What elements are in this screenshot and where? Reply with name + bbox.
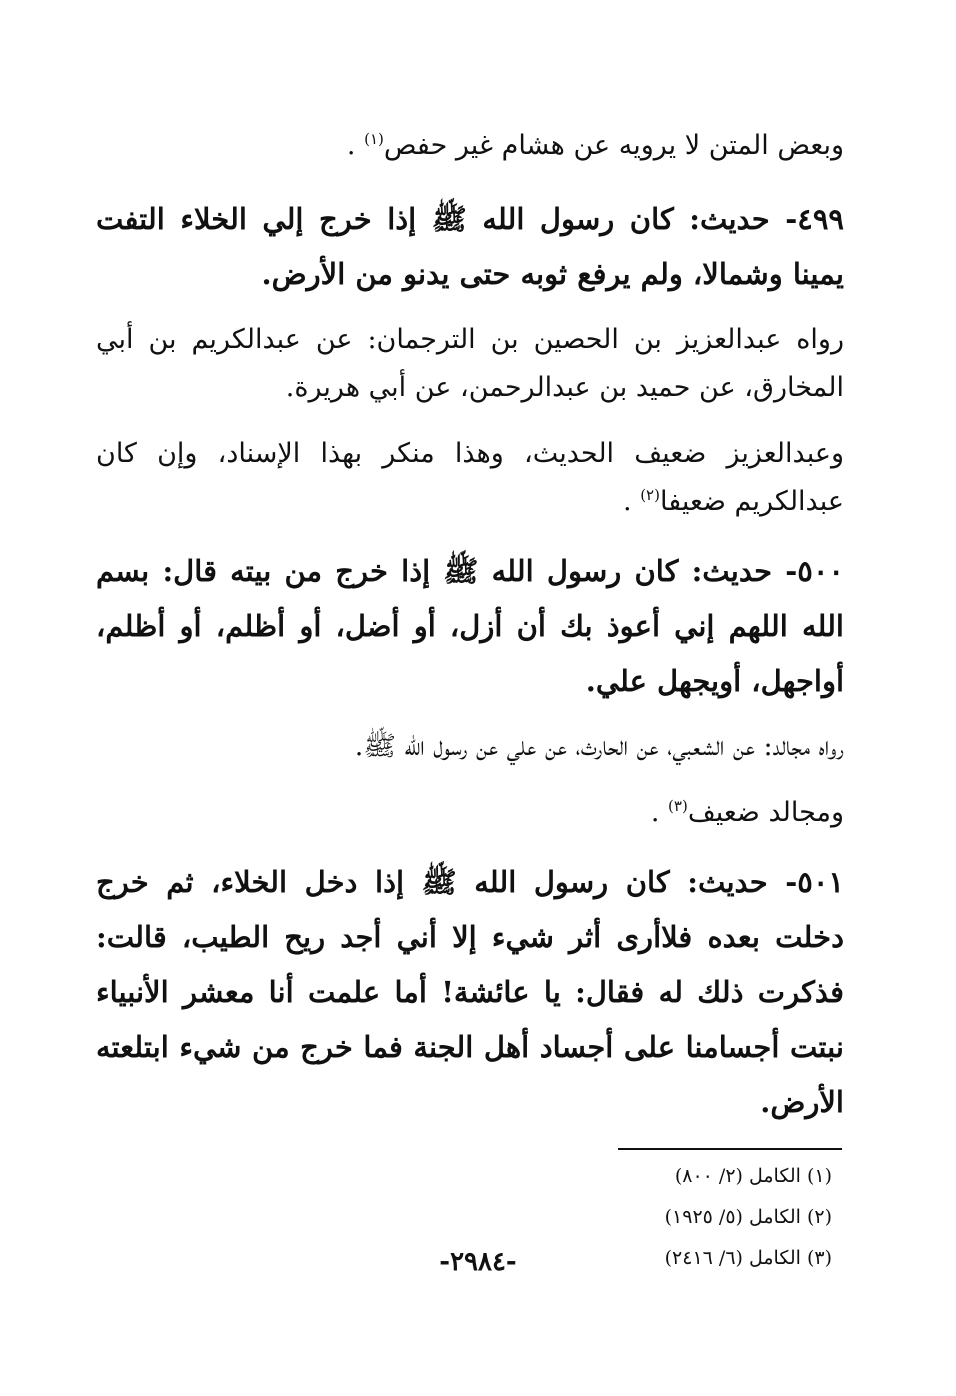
footnote-1: (١) الكامل (٢/ ٨٠٠) <box>674 1165 832 1187</box>
footnote-ref: (٢) <box>640 486 660 504</box>
narration-499: رواه عبدالعزيز بن الحصين بن الترجمان: عن عبدالكريم بن أبي المخارق، عن حميد بن عبدالرحمن، عن أبي هريرة. <box>96 324 844 403</box>
narration-500: رواه مجالد: عن الشعبي، عن الحارث، عن علي عن رسول الله ﷺ. <box>354 731 844 762</box>
footnote-3: (٣) الكامل (٦/ ٢٤١٦) <box>664 1247 832 1269</box>
page-number: -٢٩٨٤- <box>439 1247 517 1277</box>
hadith-499: ٤٩٩- حديث: كان رسول الله ﷺ إذا خرج إلي الخلاء التفت يمينا وشمالا، ولم يرفع ثوبه حتى يدنو من الأرض. <box>96 202 844 291</box>
paragraph-continuation: وبعض المتن لا يرويه عن هشام غير حفص$^{(١)}$ . <box>346 130 844 161</box>
commentary-500: ومجالد ضعيف$^{(٣)}$ . <box>650 797 844 828</box>
footnote-ref: (٣) <box>668 797 688 815</box>
footnote-separator-wrap <box>96 1144 844 1156</box>
footnote-2: (٢) الكامل (٥/ ١٩٢٥) <box>664 1206 832 1228</box>
hadith-500: ٥٠٠- حديث: كان رسول الله ﷺ إذا خرج من بيته قال: بسم الله اللهم إني أعوذ بك أن أزل، أو أضل، أو أظلم، أو أظلم، أواجهل، أويجهل علي. <box>96 554 844 698</box>
footnote-ref: (١) <box>364 130 384 148</box>
hadith-501: ٥٠١- حديث: كان رسول الله ﷺ إذا دخل الخلاء، ثم خرج دخلت بعده فلاأرى أثر شيء إلا أني أجد ريح الطيب، قالت: فذكرت ذلك له فقال: يا عائشة! أما علمت أنا معشر الأنبياء نبتت أجسامنا على أجساد أهل الجنة فما خرج من شيء ابتلعته الأرض. <box>96 865 844 1119</box>
footnote-separator <box>618 1148 842 1150</box>
commentary-499: وعبدالعزيز ضعيف الحديث، وهذا منكر بهذا الإسناد، وإن كان عبدالكريم ضعيفا$^{(٢)}$ . <box>96 438 844 517</box>
